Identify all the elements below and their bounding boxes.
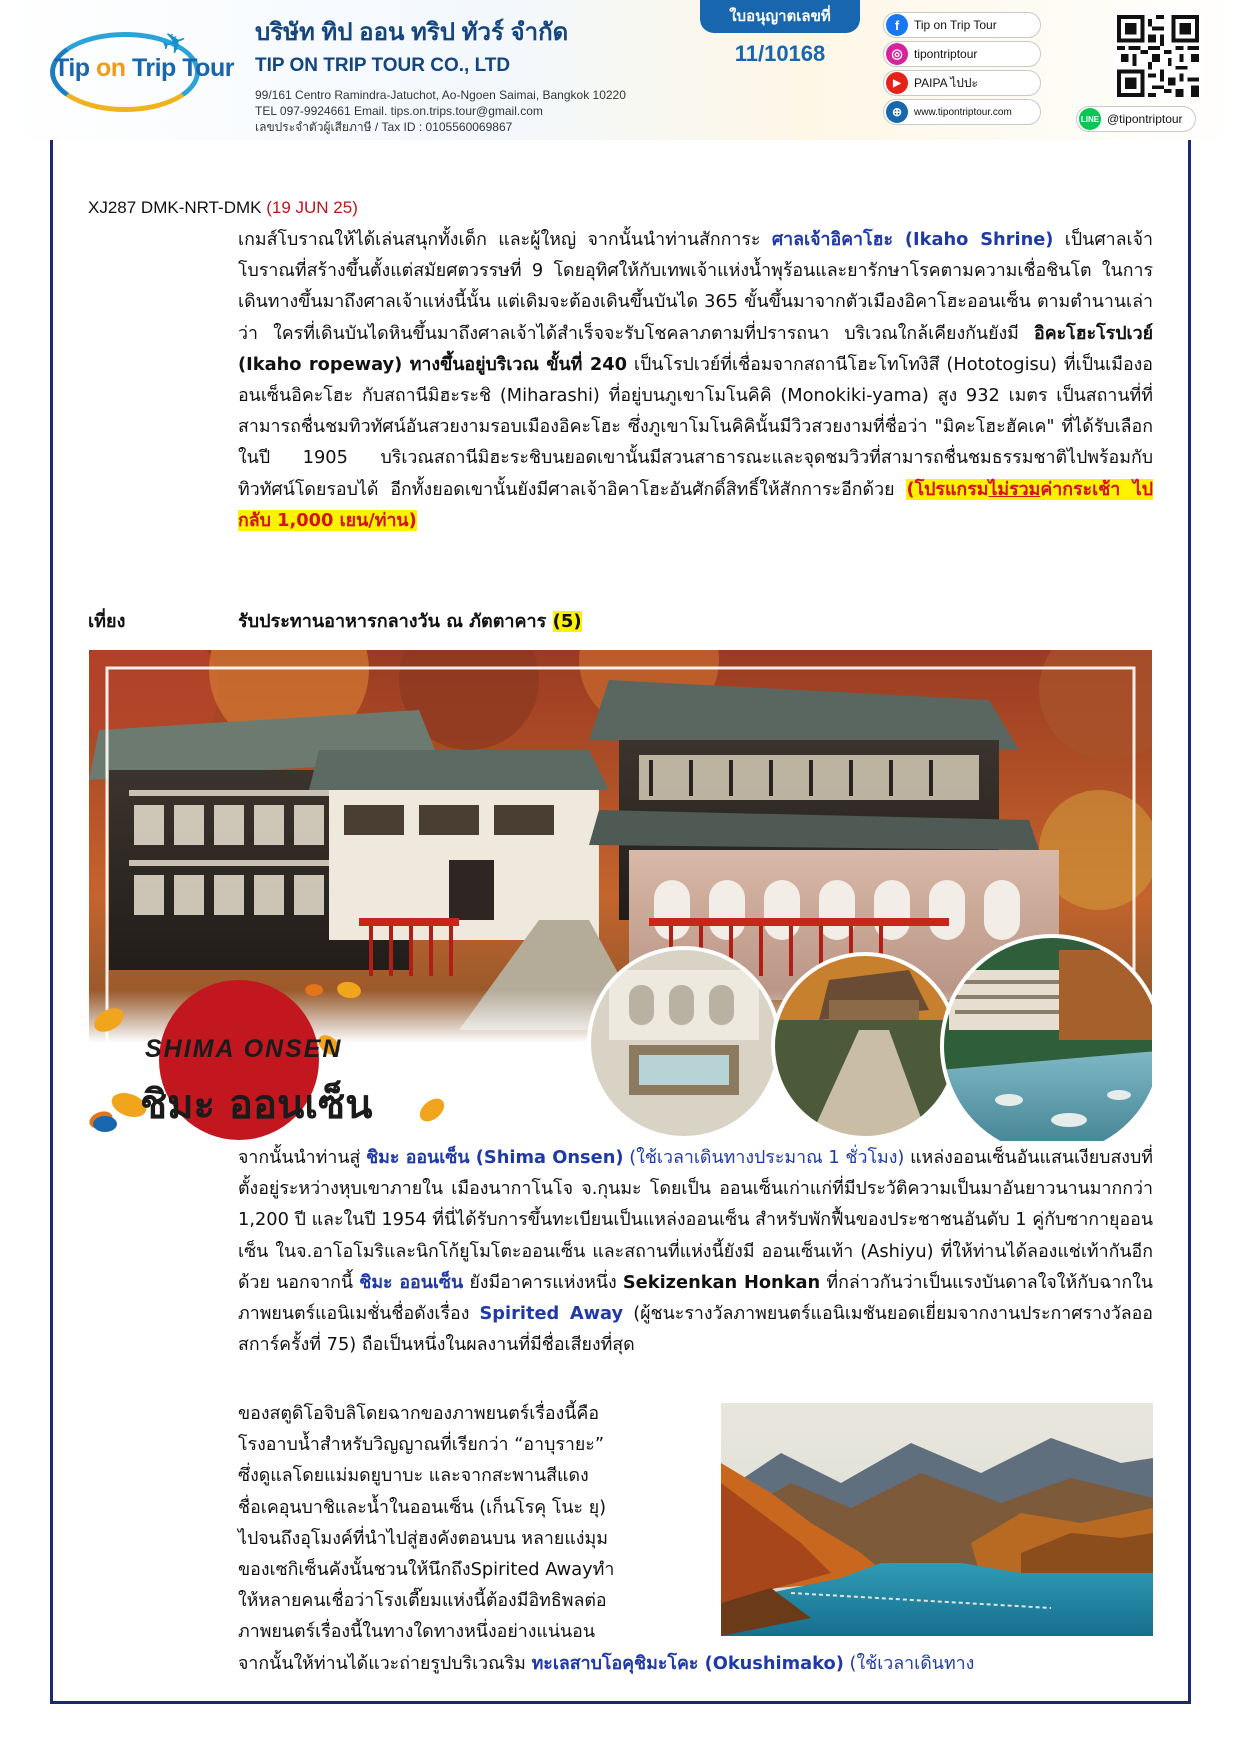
paragraph-line: ซึ่งดูแลโดยแม่มดยูบาบะ และจากสะพานสีแดง xyxy=(238,1465,589,1487)
flight-info xyxy=(88,198,358,218)
qr-code-image xyxy=(1117,15,1199,97)
instagram-label: tipontriptour xyxy=(914,47,978,61)
social-links xyxy=(883,12,1041,128)
airplane-icon: ✈ xyxy=(156,22,193,65)
company-tax-id: เลขประจำตัวผู้เสียภาษี / Tax ID : 0105560069867 xyxy=(255,120,513,134)
globe-icon: ⊕ xyxy=(886,101,908,123)
logo-wordmark: Tip on Trip Tour xyxy=(54,54,234,82)
paragraph-line: ให้หลายคนเชื่อว่าโรงเตี๊ยมแห่งนี้ต้องมีอิทธิพลต่อ xyxy=(238,1590,607,1612)
page-border-left xyxy=(50,140,53,1704)
license-label: ใบอนุญาตเลขที่ xyxy=(700,0,860,33)
facebook-link[interactable] xyxy=(883,12,1041,38)
company-name-en: TIP ON TRIP TOUR CO., LTD xyxy=(255,55,511,76)
paragraph-line: ของเซกิเซ็นคังนั้นชวนให้นึกถึงSpirited Awayทำ xyxy=(238,1559,615,1581)
shima-onsen-photo xyxy=(89,650,1152,1141)
company-name-th: บริษัท ทิป ออน ทริป ทัวร์ จำกัด xyxy=(255,19,569,46)
shima-onsen-paragraph: จากนั้นนำท่านสู่ ชิมะ ออนเซ็น (Shima Onsen) (ใช้เวลาเดินทางประมาณ 1 ชั่วโมง) แหล่งออนเซ็นอันแสนเงียบสงบที่ ตั้งอยู่ระหว่างหุบเขาภายใน เมืองนากาโนโจ จ.กุนมะ โดยเป็น ออนเซ็นเก่าแก่ที่มีประวัติความเป็นมาอันยาวนานมากกว่า 1,200 ปี และในปี 1954 ที่นี่ได้รับการขึ้นทะเบียนเป็นแหล่งออนเซ็น สำหรับพักฟื้นของประชาชนอันดับ 1 คู่กับซากายุออนเซ็น ในจ.อาโอโมริและนิกโก้ยูโมโตะออนเซ็น และสถานที่แห่งนี้ยังมี ออนเซ็นเท้า (Ashiyu) ที่ให้ท่านได้ลองแช่เท้ากันอีกด้วย นอกจากนี้ ชิมะ ออนเซ็น ยังมีอาคารแห่งหนึ่ง Sekizenkan Honkan ที่กล่าวกันว่าเป็นแรงบันดาลใจให้กับฉากในภาพยนตร์แอนิเมชั่นชื่อดังเรื่อง Spirited Away (ผู้ชนะรางวัลภาพยนตร์แอนิเมชันยอดเยี่ยมจากงานประกาศรางวัลออสการ์ครั้งที่ 75) ถือเป็นหนึ่งในผลงานที่มีชื่อเสียงที่สุด xyxy=(238,1147,1153,1356)
okushimako-name: ทะเลสาบโอคุชิมะโคะ (Okushimako) xyxy=(531,1653,844,1674)
youtube-link[interactable] xyxy=(883,70,1041,96)
company-info xyxy=(255,12,735,135)
instagram-icon: ◎ xyxy=(886,43,908,65)
shima-onsen-name-2: ชิมะ ออนเซ็น xyxy=(359,1271,464,1293)
license-number: 11/10168 xyxy=(734,41,826,66)
license-badge xyxy=(700,0,860,66)
line-link[interactable] xyxy=(1076,106,1196,132)
sekizenkan-honkan-name: Sekizenkan Honkan xyxy=(622,1271,821,1293)
paragraph-line: ของสตูดิโอจิบลิโดยฉากของภาพยนตร์เรื่องนี้คือ xyxy=(238,1403,600,1424)
meal-number: (5) xyxy=(552,611,582,632)
youtube-label: PAIPA ไปปะ xyxy=(914,75,978,90)
paragraph-line: โรงอาบน้ำสำหรับวิญญาณที่เรียกว่า “อาบุรายะ” xyxy=(238,1434,605,1456)
line-label: @tipontriptour xyxy=(1107,112,1183,126)
okushima-lake-photo xyxy=(721,1403,1153,1636)
paragraph-line: ไปจนถึงอุโมงค์ที่นำไปสู่ฮงคังตอนบน หลายแง่มุม xyxy=(238,1527,608,1549)
travel-time-note: (ใช้เวลาเดินทางประมาณ 1 ชั่วโมง) xyxy=(623,1147,905,1168)
shima-onsen-name: ชิมะ ออนเซ็น (Shima Onsen) xyxy=(366,1147,624,1168)
ikaho-shrine-paragraph: เกมส์โบราณให้ได้เล่นสนุกทั้งเด็ก และผู้ใหญ่ จากนั้นนำท่านสักการะ ศาลเจ้าอิคาโฮะ (Ikaho Shrine) เป็นศาลเจ้าโบราณที่สร้างขึ้นตั้งแต่สมัยศตวรรษที่ 9 โดยอุทิศให้กับเทพเจ้าแห่งน้ำพุร้อนและยารักษาโรคตามความเชื่อชินโต ในการ เดินทางขึ้นมาถึงศาลเจ้าแห่งนี้นั้น แต่เดิมจะต้องเดินขึ้นบันได 365 ขั้นขึ้นมาจากตัวเมืองอิคาโฮะออนเซ็น ตามตำนานเล่าว่า ใครที่เดินบันไดหินขึ้นมาถึงศาลเจ้าได้สำเร็จจะรับโชคลาภตามที่ปรารถนา บริเวณใกล้เคียงกันยังมี อิคะโฮะโรปเวย์ (Ikaho ropeway) ทางขึ้นอยู่บริเวณ ขั้นที่ 240 เป็นโรปเวย์ที่เชื่อมจากสถานีโฮะโทโทงิสึ (Hototogisu) ที่เป็นเมืองออนเซ็นอิคะโฮะ กับสถานีมิฮะระชิ (Miharashi) ที่อยู่บนภูเขาโมโนคิคิ (Monokiki-yama) สูง 932 เมตร เป็นสถานที่ที่สามารถชื่นชมทิวทัศน์อันสวยงามรอบเมืองอิคะโฮะ ซึ่งภูเขาโมโนคิคินั้นมีวิวสวยงามที่ชื่อว่า "มิคะโฮะฮัคเค" ที่ได้รับเลือกในปี 1905 บริเวณสถานีมิฮะระชิบนยอดเขานั้นมีสวนสาธารณะและจุดชมวิวที่สามารถชื่นชมธรรมชาติไปพร้อมกับทิวทัศน์โดยรอบได้ อีกทั้งยอดเขานั้นยังมีศาลเจ้าอิคาโฮะอันศักดิ์สิทธิ์ให้สักการะอีกด้วย (โปรแกรมไม่รวมค่ากระเช้า ไปกลับ 1,000 เยน/ท่าน) xyxy=(238,229,1153,531)
page-border-bottom xyxy=(50,1701,1191,1704)
page-header xyxy=(0,0,1241,140)
facebook-label: Tip on Trip Tour xyxy=(914,18,997,32)
lunch-text: รับประทานอาหารกลางวัน ณ ภัตตาคาร (5) xyxy=(238,611,582,632)
ikaho-shrine-name: ศาลเจ้าอิคาโฮะ (Ikaho Shrine) xyxy=(771,229,1054,250)
line-icon: LINE xyxy=(1079,108,1101,130)
paragraph-line: ชื่อเคอุนบาชิและน้ำในออนเซ็น (เก็นโรคุ โนะ ยุ) xyxy=(238,1496,607,1518)
okushimako-paragraph: จากนั้นให้ท่านได้แวะถ่ายรูปบริเวณริม ทะเลสาบโอคุชิมะโคะ (Okushimako) (ใช้เวลาเดินทาง xyxy=(238,1653,975,1674)
facebook-icon: f xyxy=(886,14,908,36)
page-border-right xyxy=(1188,140,1191,1704)
spirited-away-paragraph xyxy=(238,1398,703,1648)
company-contact: TEL 097-9924661 Email. tips.on.trips.tour@gmail.com xyxy=(255,104,543,118)
lunch-label: เที่ยง xyxy=(88,611,126,632)
ropeway-fee-note: (โปรแกรมไม่รวมค่ากระเช้า ไปกลับ 1,000 เยน/ท่าน) xyxy=(238,478,1153,531)
company-logo xyxy=(40,22,234,117)
photo-title-th: ชิมะ ออนเซ็น xyxy=(140,1082,373,1128)
youtube-icon: ▶ xyxy=(886,72,908,94)
paragraph-line: ภาพยนตร์เรื่องนี้ในทางใดทางหนึ่งอย่างแน่นอน xyxy=(238,1621,596,1643)
website-link[interactable] xyxy=(883,99,1041,125)
flight-date: (19 JUN 25) xyxy=(266,198,358,217)
qr-code[interactable] xyxy=(1114,12,1202,100)
flight-code: XJ287 DMK-NRT-DMK xyxy=(88,198,267,217)
photo-title-en: SHIMA ONSEN xyxy=(145,1035,343,1063)
website-label: www.tipontriptour.com xyxy=(914,106,1012,118)
ikaho-ropeway-name: อิคะโฮะโรปเวย์ (Ikaho ropeway) ทางขึ้นอยู่บริเวณ ขั้นที่ 240 xyxy=(238,322,1153,375)
instagram-link[interactable] xyxy=(883,41,1041,67)
spirited-away-title: Spirited Away xyxy=(479,1303,624,1325)
company-address: 99/161 Centro Ramindra-Jatuchot, Ao-Ngoen Saimai, Bangkok 10220 xyxy=(255,88,626,102)
